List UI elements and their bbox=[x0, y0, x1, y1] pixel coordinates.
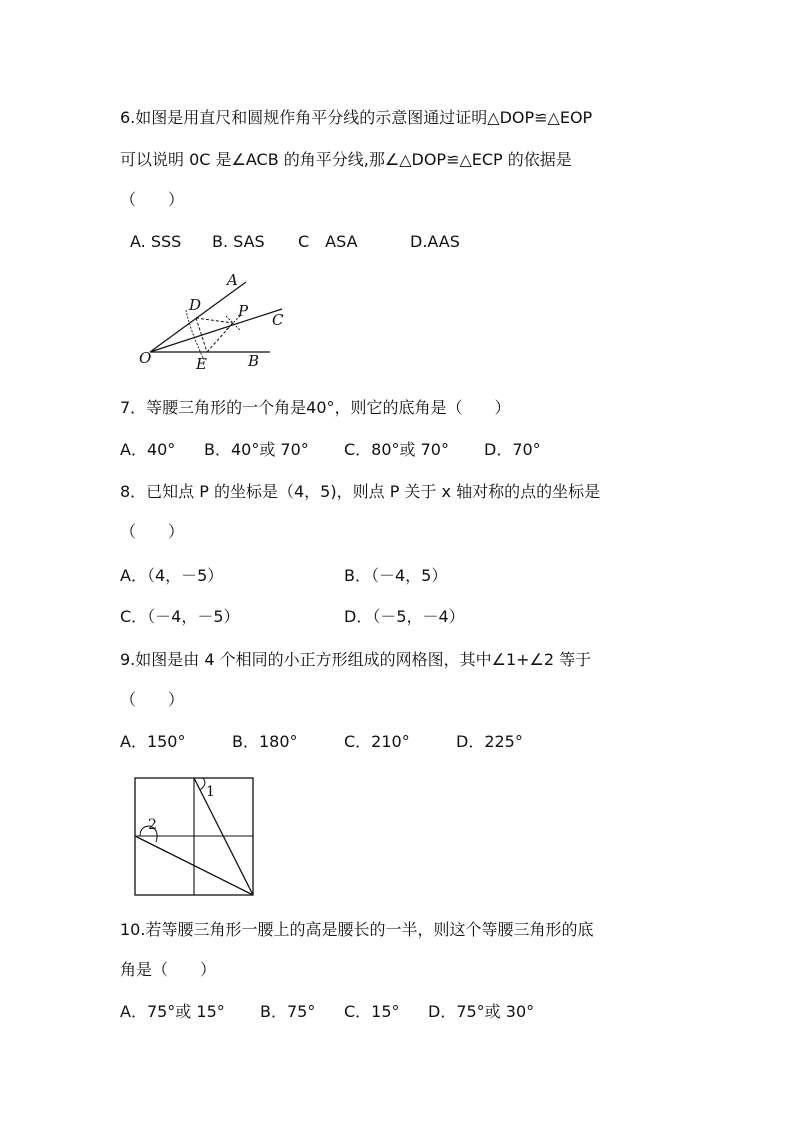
q8-option-b: B．（－4，5） bbox=[344, 566, 448, 585]
q7-option-a: A．40° bbox=[120, 440, 176, 459]
q9-stem-line1: 9.如图是由 4 个相同的小正方形组成的网格图，其中∠1+∠2 等于 bbox=[120, 650, 592, 669]
label-a: A bbox=[227, 271, 238, 289]
q6-option-b: B. SAS bbox=[212, 232, 265, 251]
q7-option-b: B．40°或 70° bbox=[204, 440, 309, 459]
q9-stem-line2: （ ） bbox=[120, 690, 185, 709]
q9-option-c: C．210° bbox=[344, 732, 410, 751]
q8-option-c: C．（－4，－5） bbox=[120, 607, 240, 626]
q6-stem-line1: 6.如图是用直尺和圆规作角平分线的示意图通过证明△DOP≌△EOP bbox=[120, 108, 593, 127]
angle-1-arc bbox=[200, 778, 205, 790]
q9-option-a: A．150° bbox=[120, 732, 186, 751]
label-d: D bbox=[189, 296, 202, 314]
q6-option-d: D.AAS bbox=[410, 232, 460, 251]
q9-option-d: D．225° bbox=[456, 732, 523, 751]
label-angle-1: 1 bbox=[206, 784, 215, 800]
q10-stem-line2: 角是（ ） bbox=[120, 960, 217, 979]
q7-option-d: D．70° bbox=[484, 440, 541, 459]
q10-option-d: D．75°或 30° bbox=[428, 1002, 535, 1021]
label-b: B bbox=[248, 352, 260, 370]
label-p: P bbox=[238, 302, 249, 320]
label-e: E bbox=[196, 355, 207, 373]
label-angle-2: 2 bbox=[148, 817, 157, 833]
q9-option-b: B．180° bbox=[232, 732, 298, 751]
q8-option-d: D．（－5，－4） bbox=[344, 607, 465, 626]
q6-option-a: A. SSS bbox=[130, 232, 182, 251]
q7-stem: 7．等腰三角形的一个角是40°，则它的底角是（ ） bbox=[120, 398, 511, 417]
q10-option-b: B．75° bbox=[260, 1002, 316, 1021]
q8-option-a: A．（4，－5） bbox=[120, 566, 224, 585]
q6-stem-line2: 可以说明 0C 是∠ACB 的角平分线,那∠△DOP≌△ECP 的依据是 bbox=[120, 150, 572, 169]
q10-option-c: C．15° bbox=[344, 1002, 400, 1021]
q10-stem-line1: 10.若等腰三角形一腰上的高是腰长的一半，则这个等腰三角形的底 bbox=[120, 920, 594, 939]
q6-stem-line3: （ ） bbox=[120, 190, 185, 209]
q8-stem-line2: （ ） bbox=[120, 522, 185, 541]
q6-option-c: C ASA bbox=[298, 232, 358, 251]
label-c: C bbox=[272, 311, 284, 329]
q8-stem-line1: 8．已知点 P 的坐标是（4，5)，则点 P 关于 x 轴对称的点的坐标是 bbox=[120, 482, 601, 501]
q7-option-c: C．80°或 70° bbox=[344, 440, 449, 459]
q10-option-a: A．75°或 15° bbox=[120, 1002, 225, 1021]
label-o: O bbox=[139, 349, 152, 367]
